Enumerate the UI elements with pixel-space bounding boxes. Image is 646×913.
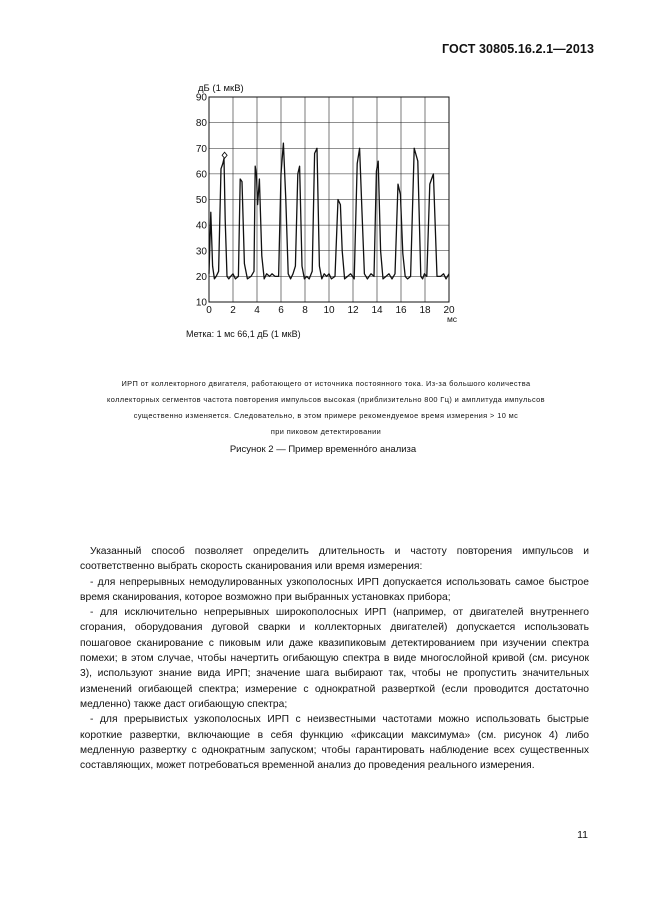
caption-line-4: при пиковом детектировании xyxy=(270,427,382,436)
marker-label: Метка: 1 мс 66,1 дБ (1 мкВ) xyxy=(186,329,301,339)
x-tick-label: 14 xyxy=(371,305,383,316)
y-tick-label: 70 xyxy=(195,143,207,155)
x-tick-label: 8 xyxy=(302,305,308,316)
figure-title: Рисунок 2 — Пример временно́го анализа xyxy=(229,444,417,455)
y-tick-label: 50 xyxy=(195,195,207,206)
page-number: 11 xyxy=(577,829,588,841)
y-tick-label: 80 xyxy=(195,118,207,130)
x-tick-label: 10 xyxy=(323,305,335,316)
x-tick-label: 4 xyxy=(254,305,260,316)
paragraph-item-1: - для непрерывных немодулированных узкополосных ИРП допускается использовать самое быстрое время сканирования, которое возможно при выбранных установках прибора; xyxy=(80,576,589,603)
x-axis-label: мс xyxy=(446,314,458,324)
body-text xyxy=(80,544,589,773)
time-analysis-chart xyxy=(180,76,470,336)
peak-marker xyxy=(222,152,227,158)
x-tick-label: 20 xyxy=(443,305,455,316)
x-tick-label: 18 xyxy=(419,305,431,316)
caption-line-2: коллекторных сегментов частота повторения импульсов высокая (приблизительно 800 Гц) и амплитуда импульсов xyxy=(107,395,545,404)
y-tick-label: 60 xyxy=(195,169,207,181)
paragraph-item-3: - для прерывистых узкополосных ИРП с неизвестными частотами можно использовать быстрые короткие развертки, включающие в себя функцию «фиксации максимума» (см. рисунок 4) либо медленную развертку с однократным запуском; чтобы гарантировать наблюдение всех существенных составляющих, может потребоваться временной анализ до проведения реального измерения. xyxy=(80,714,589,772)
y-tick-label: 20 xyxy=(195,271,207,283)
paragraph-intro: Указанный способ позволяет определить длительность и частоту повторения импульсов и соответственно выбрать скорость сканирования или время измерения: xyxy=(80,546,589,573)
y-tick-label: 30 xyxy=(195,246,207,258)
x-tick-label: 2 xyxy=(230,305,236,316)
chart-svg xyxy=(180,76,470,336)
x-tick-label: 12 xyxy=(347,305,359,316)
y-tick-label: 40 xyxy=(195,220,207,232)
document-header: ГОСТ 30805.16.2.1—2013 xyxy=(442,42,594,56)
y-tick-label: 90 xyxy=(195,92,207,104)
x-tick-label: 6 xyxy=(278,305,284,316)
paragraph-item-2: - для исключительно непрерывных широкополосных ИРП (например, от двигателей внутреннего сгорания, оборудования дуговой сварки и коллекторных двигателей) допускается использовать пошаговое сканирование с пиковым или даже квазипиковым детектированием при изучении спектра помехи; в этом случае, чтобы начертить огибающую спектра в виде многослойной кривой (см. рисунок 3), используют знание вида ИРП; значение шага выбирают так, чтобы не пропустить значительных изменений огибающей спектра; измерение с однократной разверткой (если проводится достаточно медленно) также даст огибающую спектра; xyxy=(80,607,589,710)
x-tick-label: 0 xyxy=(206,305,212,316)
caption-line-1: ИРП от коллекторного двигателя, работающего от источника постоянного тока. Из-за большого количества xyxy=(121,379,531,388)
figure-caption xyxy=(60,376,592,440)
caption-line-3: существенно изменяется. Следовательно, в этом примере рекомендуемое время измерения > 10 мс xyxy=(133,411,519,420)
y-tick-label: 10 xyxy=(195,297,207,309)
x-tick-label: 16 xyxy=(395,305,407,316)
y-axis-label: дБ (1 мкВ) xyxy=(198,83,244,94)
